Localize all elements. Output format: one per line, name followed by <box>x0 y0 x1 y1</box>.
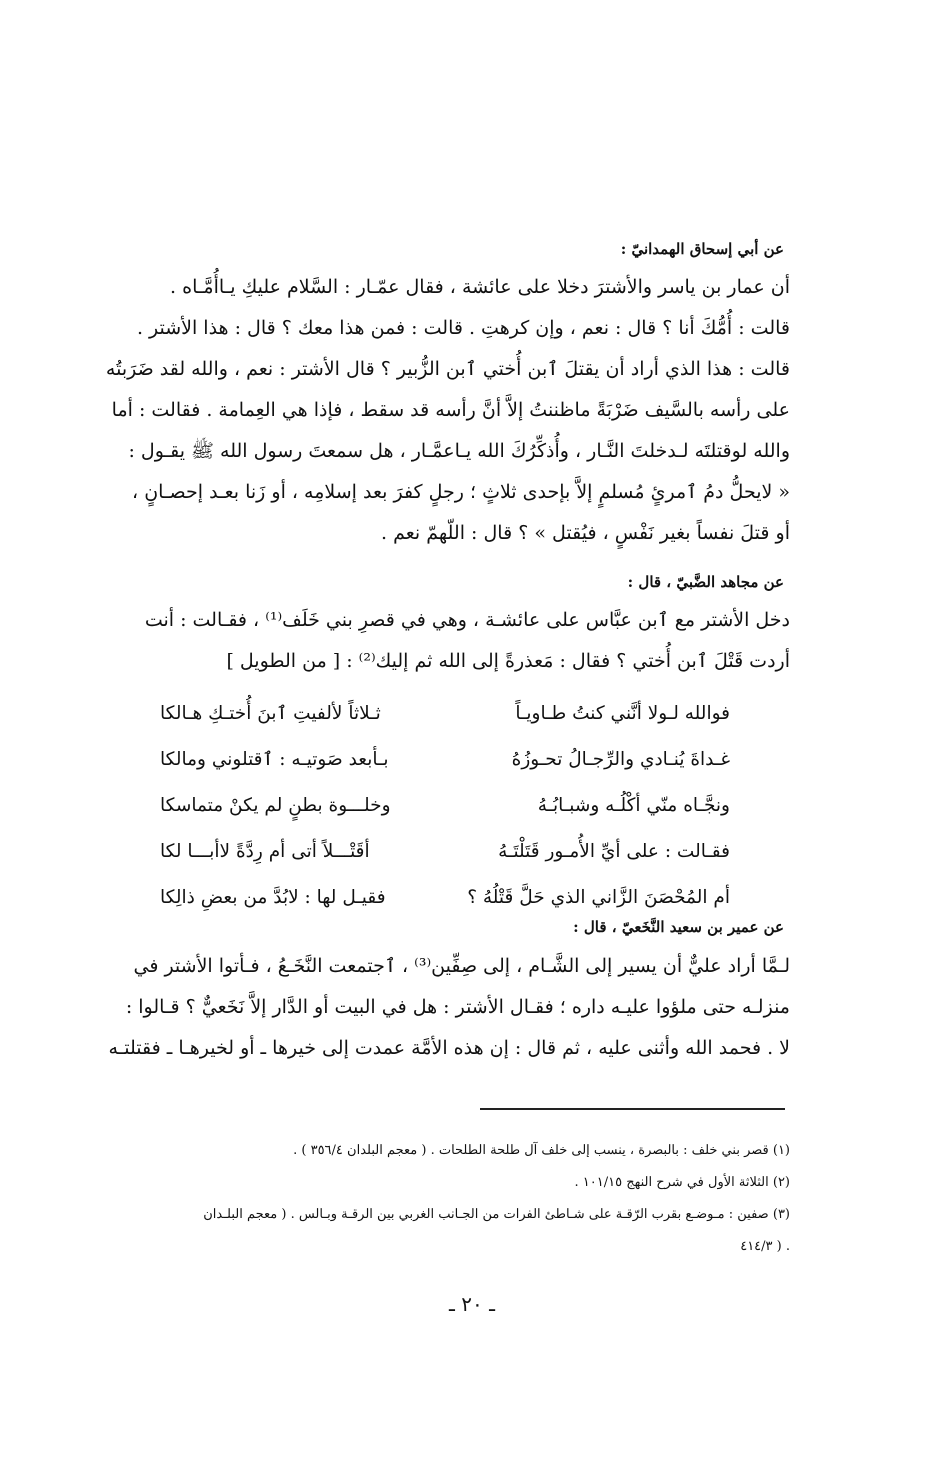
text-line: أن عمار بن ياسر والأشترَ دخلا على عائشة ، فقال عمّـار : السَّلام عليكِ يـاأُمَّـاه . <box>170 276 790 298</box>
poem-verse <box>160 690 730 736</box>
text-line: لا . فحمد الله وأثنى عليه ، ثم قال : إن هذه الأمَّة عمدت إلى خيرها ـ أو لخيرهـا ـ فقتلتـه <box>108 1037 790 1059</box>
verse-second-hemistich: فقيـل لها : لابُدَّ من بعضِ ذالِكا <box>160 886 386 908</box>
footnotes <box>100 1135 790 1263</box>
text-line: أردت قَتْلَ ٱبن أُختي ؟ فقال : مَعذرةً إلى الله ثم إليك⁽²⁾ : [ من الطويل ] <box>226 650 790 672</box>
section-heading: عن مجاهد الضَّبيّ ، قال : <box>627 573 784 591</box>
verse-second-hemistich: أقَتْـــلاً أتى أم رِدَّةً لاأبـــا لكا <box>160 840 370 862</box>
footnote: (١) قصر بني خلف : بالبصرة ، ينسب إلى خلف آل طلحة الطلحات . ( معجم البلدان ٣٥٦/٤ ) . <box>293 1143 790 1158</box>
text-line: دخل الأشتر مع ٱبن عبَّاس على عائشـة ، وهي في قصرِ بني خَلَف⁽¹⁾ ، فقـالت : أنت <box>144 609 790 631</box>
text-line: أو قتلَ نفساً بغير نَفْسٍ ، فيُقتل » ؟ قال : اللّهمّ نعم . <box>381 522 790 544</box>
text-line: لـمَّا أراد عليٌّ أن يسير إلى الشَّـام ، إلى صِفِّين⁽³⁾ ، ٱجتمعت النَّخَـعُ ، فـأتوا الأشتر في <box>133 955 790 977</box>
verse-second-hemistich: بـأبعد صَوتيـه : ٱقتلوني ومالكا <box>160 748 389 770</box>
text-line: قالت : هذا الذي أراد أن يقتلَ ٱبن أُختي ٱبن الزُّبير ؟ قال الأشتر : نعم ، والله لقد ضَرَبتُه <box>105 358 790 380</box>
narration-paragraph <box>100 600 790 682</box>
footnote-divider <box>480 1108 785 1110</box>
narration-paragraph <box>100 946 790 1069</box>
footnote: (٣) صفين : مـوضـع بقرب الرّقـة على شـاطئ الفرات من الجـانب الغربي بين الرقـة وبـالس . ( معجم البلـدان <box>203 1207 790 1222</box>
verse-first-hemistich: فوالله لـولا أنَّني كنتُ طـاويـاً <box>515 702 730 724</box>
poem-verse <box>160 828 730 874</box>
section-heading: عن أبي إسحاق الهمدانيّ : <box>620 240 784 258</box>
text-line: والله لوقتلتَه لـدخلتَ النَّـار ، وأُذكِّرُكَ الله يـاعمَّـار ، هل سمعتَ رسول الله ﷺ يقـول : <box>128 440 790 462</box>
poem-verse <box>160 874 730 920</box>
verse-second-hemistich: وخلـــوة بطنٍ لم يكنْ متماسكا <box>160 794 391 816</box>
text-line: منزلـه حتى ملؤوا عليـه داره ؛ فقـال الأشتر : هل في البيت أو الدَّار إلاَّ نَخَعيٌّ ؟ قـالوا : <box>125 996 790 1018</box>
verse-first-hemistich: أم المُحْصَنَ الزَّاني الذي حَلَّ قَتْلُهُ ؟ <box>467 886 730 908</box>
narration-paragraph <box>100 267 790 554</box>
verse-second-hemistich: ثـلاثاً لألفيتِ ٱبنَ أُختـكِ هـالكا <box>160 702 381 724</box>
verse-first-hemistich: فقـالت : على أيِّ الأُمـور قَتَلْتَـهُ <box>498 840 730 862</box>
page-number: ـ ٢٠ ـ <box>449 1292 495 1316</box>
text-line: « لايحلُّ دمُ ٱمرئٍ مُسلمٍ إلاَّ بإحدى ثلاثٍ ؛ رجلٍ كفرَ بعد إسلامِه ، أو زَنا بعـد إحصـانٍ ، <box>132 481 790 503</box>
poem <box>160 690 730 920</box>
verse-first-hemistich: غـداةَ يُنـادي والرِّجـالُ تحـوزُهُ <box>511 748 730 770</box>
poem-verse <box>160 736 730 782</box>
footnote: (٢) الثلاثة الأول في شرح النهج ١٠١/١٥ . <box>574 1175 790 1190</box>
section-heading: عن عمير بن سعيد النَّخَعيّ ، قال : <box>573 918 784 936</box>
poem-verse <box>160 782 730 828</box>
text-line: قالت : أُمُّكَ أنا ؟ قال : نعم ، وإن كرهتِ . قالت : فمن هذا معك ؟ قال : هذا الأشتر . <box>136 317 790 339</box>
verse-first-hemistich: ونجَّـاه منّي أكْلُـه وشبـابُـهُ <box>537 794 730 816</box>
footnote: . ( ٤١٤/٣ <box>740 1239 790 1254</box>
text-line: على رأسه بالسَّيف ضَرْبَةً ماظننتُ إلاَّ أنَّ رأسه قد سقط ، فإذا هي العِمامة . فقالت : أما <box>111 399 790 421</box>
